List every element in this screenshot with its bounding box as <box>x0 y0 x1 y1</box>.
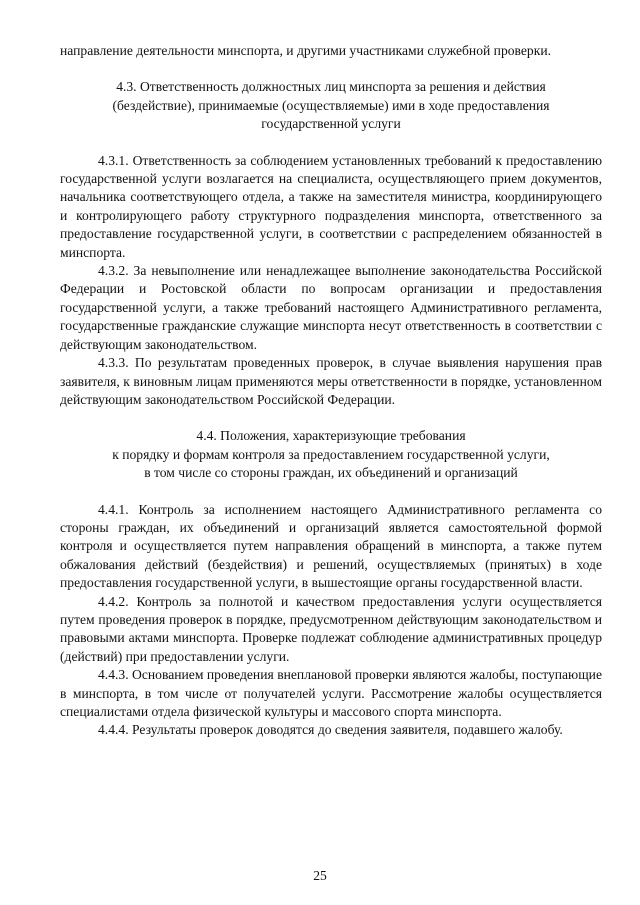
document-page <box>60 42 602 740</box>
heading-line: государственной услуги <box>261 116 401 132</box>
heading-line: в том числе со стороны граждан, их объединений и организаций <box>144 465 518 481</box>
paragraph-4-4-4: 4.4.4. Результаты проверок доводятся до сведения заявителя, подавшего жалобу. <box>98 722 563 738</box>
page-number: 25 <box>313 868 327 883</box>
paragraph-4-3-3: 4.3.3. По результатам проведенных проверок, в случае выявления нарушения прав заявителя, к виновным лицам применяются меры ответственности в порядке, установленном действующим законодательством Российской Федерации. <box>60 355 602 407</box>
heading-line: 4.4. Положения, характеризующие требования <box>196 428 466 444</box>
spacer <box>60 409 602 427</box>
heading-line: (бездействие), принимаемые (осуществляемые) ими в ходе предоставления <box>112 97 550 113</box>
paragraph-4-3-1: 4.3.1. Ответственность за соблюдением установленных требований к предоставлению государственной услуги возлагается на специалиста, осуществляющего прием документов, начальника соответствующего отдела, а также на заместителя министра, координирующего и контролирующего работу структурного подразделения минспорта, ответственного за предоставление государственной услуги, в соответствии с распределением обязанностей в минспорта. <box>60 152 602 260</box>
paragraph-4-3-2: 4.3.2. За невыполнение или ненадлежащее выполнение законодательства Российской Федерации и Ростовской области по вопросам организации и предоставления государственной услуги, а также требований настоящего Административного регламента, государственные гражданские служащие минспорта несут ответственность в соответствии с действующим законодательством. <box>60 263 602 352</box>
heading-line: 4.3. Ответственность должностных лиц минспорта за решения и действия <box>116 79 546 95</box>
paragraph-4-4-3: 4.4.3. Основанием проведения внеплановой проверки являются жалобы, поступающие в минспорта, в том числе от получателей услуги. Рассмотрение жалобы осуществляется специалистами отдела физической культуры и массового спорта минспорта. <box>60 667 602 719</box>
heading-line: к порядку и формам контроля за предоставлением государственной услуги, <box>112 446 550 462</box>
section-4-4-heading <box>60 427 602 482</box>
paragraph-4-4-1: 4.4.1. Контроль за исполнением настоящего Административного регламента со стороны граждан, их объединений и организаций является самостоятельной формой контроля и осуществляется путем направления обращений в минспорта, а также путем обжалования действий (бездействия) и решений, осуществляемых (принятых) в ходе предоставления государственной услуги, в вышестоящие органы государственной власти. <box>60 501 602 591</box>
section-4-3-heading <box>60 78 602 133</box>
paragraph-4-4-2: 4.4.2. Контроль за полнотой и качеством предоставления услуги осуществляется путем проведения проверок в порядке, предусмотренном действующим законодательством и правовыми актами минспорта. Проверке подлежат соблюдение административных процедур (действий) при предоставлении услуги. <box>60 593 602 664</box>
spacer <box>60 134 602 152</box>
intro-continuation: направление деятельности минспорта, и другими участниками служебной проверки. <box>60 43 551 58</box>
spacer <box>60 60 602 78</box>
spacer <box>60 483 602 501</box>
